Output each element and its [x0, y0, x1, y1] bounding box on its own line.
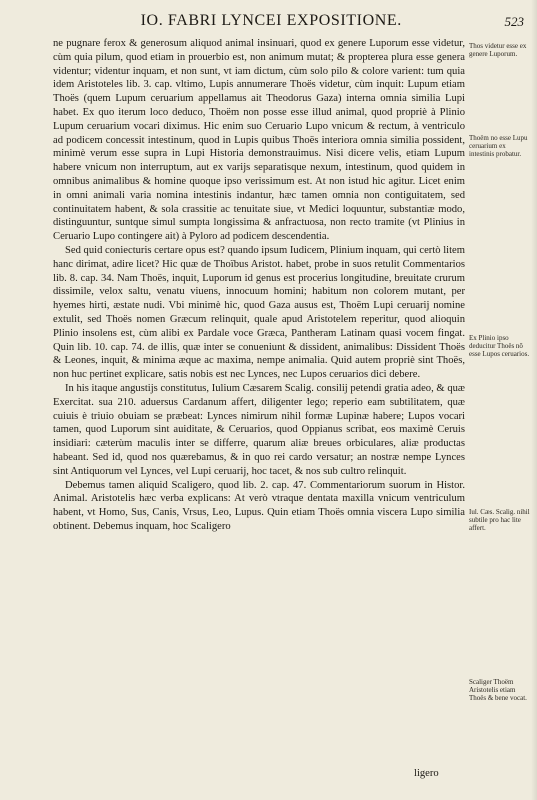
main-text: [53, 37, 465, 534]
margin-note: Thos videtur esse ex genere Luporum.: [469, 42, 527, 58]
margin-note: Ex Plinio ipso deducitur Thoës nō esse Lupos ceruarios.: [469, 334, 530, 358]
margin-note: Iul. Cæs. Scalig. nihil subtile pro hac lite affert.: [469, 508, 530, 532]
paragraph: In his itaque angustijs constitutus, Iulium Cæsarem Scalig. consilij petendi gratia adeo, & quæ Exercitat. sua 210. aduersus Cardanum affert, diligenter lego; reperio eam subtilitatem, quæ cuiuis è triuio obuiam se præbeat: Lynces nimirum nihil formæ Lupinæ habere; Lupos vocari tamen, quod Luporum sint auiditate, & Ceruarios, quod Oppianus scribat, eos maximè Ceruis insidiari: cæterùm maculis inter se differre, quarum aliæ breues orbiculares, aliæ productas habeant. Sed id, quod nos quærebamus, & in quo rei cardo versatur; an nostræ nempe Lynces sint Antiquorum vel Lynces, vel Lupi ceruarij, hoc tacet, & nos sub cultro relinquit.: [53, 382, 465, 477]
margin-note: Scaliger Thoëm Aristotelis etiam Thoës & bene vocat.: [469, 678, 527, 702]
page-number: 523: [504, 14, 524, 29]
running-title: IO. FABRI LYNCEI EXPOSITIONE.: [140, 12, 402, 29]
page-header: [46, 6, 524, 30]
paragraph: ne pugnare ferox & generosum aliquod animal insinuari, quod ex genere Luporum esse videtur, cùm quia pilum, quod etiam in prouerbio est, non animum mutat; & propterea plura esse genera videntur; videntur inquam, et non sunt, vt iam dictum, cùm solo pilo & colore varient: tum quia idem Aristoteles lib. 3. cap. vltimo, Lupis annumerare Thoës videtur, cùm inquit: Lupum etiam Thoës (quem Lupum ceruarium appellamus ait Theodorus Gaza) interna omnia similia Lupi habet. Ex quo iterum loco deduco, Thoëm non posse esse illud animal, quod propriè à Plinio Lupum ceruarium vocari diximus. Hic enim suo Ceruario Lupo vnicum & rectum, à ventriculo ad podicem concessit intestinum, quod in Lupis quibus Thoës interiora omnia similia possident, minimè verum esse supra in Lupi Historia demonstrauimus. Nisi dicere velis, etiam Lupum habere vnicum non interruptum, aut ex varijs separatisque nexum, intestinum, quod quidem in omnibus animalibus & homine quoque ipso verissimum est. At non istud hic agitur. Licet enim in omni animali varia nomina intestinis indantur, hæc tamen omnia non contiguitatem, sed continuitatem habent, & sola crassitie ac tenuitate siue, vt Medici loquuntur, substantiæ modo, distinguuntur, suntque simul sumpta longissima & anfractuosa, non recto tramite (vt Plinius in Ceruario Lupo contingere ait) à Pyloro ad podicem descendentia.: [53, 38, 465, 243]
margin-note: Thoëm no esse Lupu ceruarium ex intestinis probatur.: [469, 134, 528, 158]
paragraph: Sed quid coniecturis certare opus est? quando ipsum Iudicem, Plinium inquam, qui certò litem hanc dirimat, adire licet? Hic quæ de Thoïbus Aristot. habet, probe in suos retulit Commentarios lib. 8. cap. 34. Nam Thoës, inquit, Luporum id genus est procerius longitudine, breuitate crurum dissimile, velox saltu, venatu viuens, innocuum homini; habitum non colorem mutant, per hyemes hirti, æstate nudi. Vbi minimè hic, quod Gaza ausus est, Thoëm Lupi ceruarij nomine extulit, sed Thoës nomen Græcum relinquit, quale apud Aristotelem reperitur, quod alioquin Plinio insolens est, cùm alibi ex Pardale voce Græca, Pantheram Latinam quasi vocem fingat. Quin lib. 10. cap. 74. de illis, quæ inter se conueniunt & dissident, animalibus: Dissident Thoës & Leones, inquit, & minima æque ac maxima, nempe animalia. Quid autem propriè sint Thoës, non huc pertinet explicare, satis nobis est nec Lynces, nec Lupos ceruarios dici debere.: [53, 244, 465, 381]
catchword: ligero: [414, 768, 439, 779]
paragraph: Debemus tamen aliquid Scaligero, quod lib. 2. cap. 47. Commentariorum suorum in Histor. Animal. Aristotelis hæc verba explicans: At verò vtraque dentata maxilla vnicum ventriculum habent, vt Homo, Sus, Canis, Vrsus, Leo, Lupus. Quin etiam Thoës omnia viscera Lupo similia obtinent. Debemus inquam, hoc Scaligero: [53, 479, 465, 532]
page-edge-shadow: [531, 0, 537, 800]
